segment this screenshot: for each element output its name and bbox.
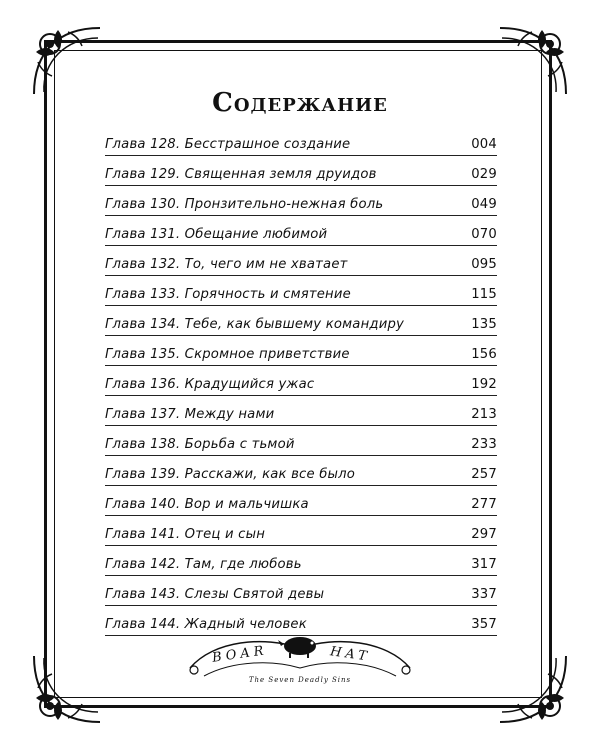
toc-row	[105, 576, 497, 606]
toc-page-number: 156	[471, 347, 497, 362]
corner-ornament-icon	[28, 650, 106, 728]
toc-row	[105, 156, 497, 186]
page-title: Содержание	[212, 88, 388, 118]
toc-row	[105, 186, 497, 216]
toc-page-number: 233	[471, 437, 497, 452]
toc-chapter-title: Глава 132. То, чего им не хватает	[105, 257, 348, 272]
toc-chapter-title: Глава 133. Горячность и смятение	[105, 287, 351, 302]
toc-page-number: 095	[471, 257, 497, 272]
toc-chapter-title: Глава 129. Священная земля друидов	[105, 167, 377, 182]
toc-row	[105, 426, 497, 456]
logo-subtitle: The Seven Deadly Sins	[248, 676, 352, 684]
toc-chapter-title: Глава 135. Скромное приветствие	[105, 347, 350, 362]
toc-chapter-title: Глава 136. Крадущийся ужас	[105, 377, 315, 392]
toc-page-number: 070	[471, 227, 497, 242]
toc-chapter-title: Глава 134. Тебе, как бывшему командиру	[105, 317, 405, 332]
toc-chapter-title: Глава 130. Пронзительно-нежная боль	[105, 197, 384, 212]
toc-page-number: 297	[471, 527, 497, 542]
toc-page-number: 337	[471, 587, 497, 602]
toc-row	[105, 366, 497, 396]
toc-chapter-title: Глава 142. Там, где любовь	[105, 557, 302, 572]
corner-ornament-icon	[494, 650, 572, 728]
logo-text-right: HAT	[329, 644, 372, 665]
toc-page-number: 049	[471, 197, 497, 212]
toc-page-number: 317	[471, 557, 497, 572]
toc-row	[105, 246, 497, 276]
toc-chapter-title: Глава 143. Слезы Святой девы	[105, 587, 325, 602]
toc-chapter-title: Глава 137. Между нами	[105, 407, 275, 422]
toc-chapter-title: Глава 138. Борьба с тьмой	[105, 437, 295, 452]
toc-list	[105, 126, 497, 636]
toc-chapter-title: Глава 144. Жадный человек	[105, 617, 307, 632]
toc-page-number: 277	[471, 497, 497, 512]
toc-row	[105, 276, 497, 306]
toc-row	[105, 336, 497, 366]
toc-chapter-title: Глава 141. Отец и сын	[105, 527, 266, 542]
toc-page-number: 135	[471, 317, 497, 332]
toc-chapter-title: Глава 140. Вор и мальчишка	[105, 497, 309, 512]
toc-row	[105, 126, 497, 156]
toc-page-number: 357	[471, 617, 497, 632]
toc-chapter-title: Глава 131. Обещание любимой	[105, 227, 328, 242]
toc-row	[105, 516, 497, 546]
toc-page-number: 029	[471, 167, 497, 182]
toc-chapter-title: Глава 128. Бесстрашное создание	[105, 137, 351, 152]
toc-page-number: 004	[471, 137, 497, 152]
toc-page-number: 213	[471, 407, 497, 422]
toc-row	[105, 216, 497, 246]
toc-row	[105, 486, 497, 516]
toc-page-number: 192	[471, 377, 497, 392]
toc-row	[105, 546, 497, 576]
toc-page-number: 115	[471, 287, 497, 302]
toc-row	[105, 456, 497, 486]
logo-text-left: BOAR	[211, 643, 269, 666]
toc-chapter-title: Глава 139. Расскажи, как все было	[105, 467, 356, 482]
toc-row	[105, 306, 497, 336]
toc-row	[105, 396, 497, 426]
toc-page-number: 257	[471, 467, 497, 482]
